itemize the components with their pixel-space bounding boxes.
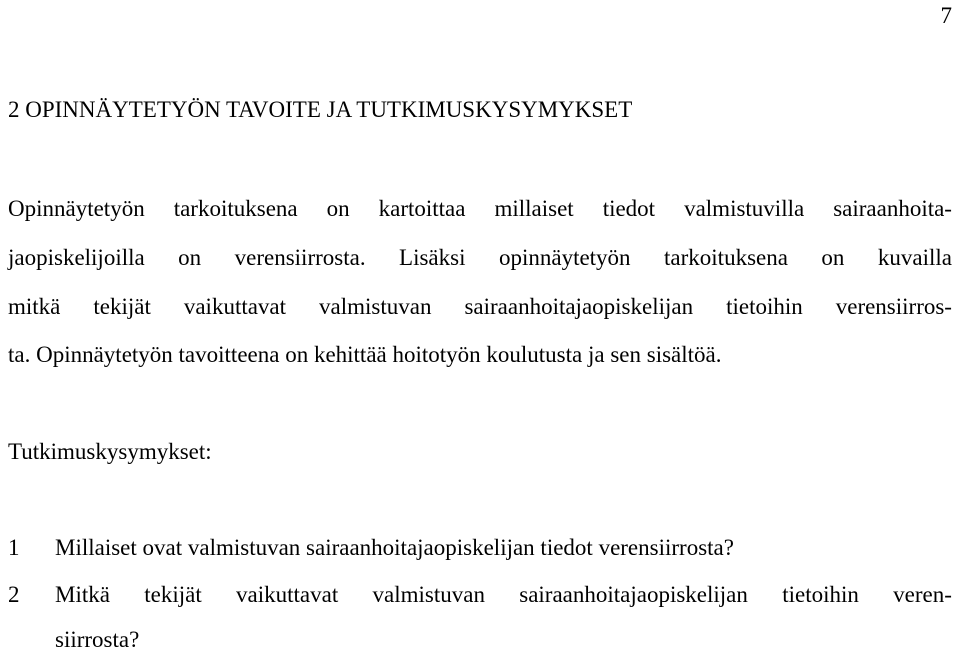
question-number: 2 bbox=[8, 582, 20, 607]
word: tekijät bbox=[93, 294, 151, 319]
question-line bbox=[55, 583, 952, 606]
word: on bbox=[178, 245, 202, 270]
word: veren- bbox=[893, 582, 952, 607]
word: on bbox=[821, 245, 845, 270]
word: sairaanhoita- bbox=[833, 196, 952, 221]
paragraph-line-1 bbox=[8, 197, 952, 220]
question-line: siirrosta? bbox=[55, 627, 140, 652]
word: vaikuttavat bbox=[183, 294, 287, 319]
word: vaikuttavat bbox=[236, 582, 339, 607]
word: on bbox=[326, 196, 350, 221]
paragraph-line-4: ta. Opinnäytetyön tavoitteena on kehittää hoitotyön koulutusta ja sen sisältöä. bbox=[8, 342, 722, 367]
word: tarkoituksena bbox=[664, 245, 788, 270]
paragraph-line-2 bbox=[8, 246, 952, 269]
word: opinnäytetyön bbox=[498, 245, 631, 270]
word: valmistuvan bbox=[372, 582, 485, 607]
section-heading: 2 OPINNÄYTETYÖN TAVOITE JA TUTKIMUSKYSYMYKSET bbox=[8, 97, 633, 122]
question-line: Millaiset ovat valmistuvan sairaanhoitajaopiskelijan tiedot verensiirrosta? bbox=[55, 535, 734, 560]
word: Opinnäytetyön bbox=[8, 196, 145, 221]
word: valmistuvilla bbox=[684, 196, 805, 221]
word: jaopiskelijoilla bbox=[8, 245, 145, 270]
word: tekijät bbox=[144, 582, 202, 607]
word: tietoihin bbox=[726, 294, 803, 319]
word: sairaanhoitajaopiskelijan bbox=[519, 582, 748, 607]
word: Lisäksi bbox=[399, 245, 466, 270]
page-number: 7 bbox=[940, 3, 952, 28]
word: tiedot bbox=[602, 196, 656, 221]
word: tietoihin bbox=[782, 582, 859, 607]
word: mitkä bbox=[8, 294, 61, 319]
questions-label: Tutkimuskysymykset: bbox=[8, 439, 212, 464]
word: kuvailla bbox=[877, 245, 952, 270]
paragraph-line-3 bbox=[8, 295, 952, 318]
word: Mitkä bbox=[55, 582, 110, 607]
word: millaiset bbox=[494, 196, 574, 221]
word: verensiirrosta. bbox=[234, 245, 366, 270]
word: tarkoituksena bbox=[173, 196, 298, 221]
word: verensiirros- bbox=[835, 294, 952, 319]
word: sairaanhoitajaopiskelijan bbox=[464, 294, 694, 319]
question-number: 1 bbox=[8, 535, 20, 560]
word: kartoittaa bbox=[378, 196, 466, 221]
word: valmistuvan bbox=[319, 294, 432, 319]
